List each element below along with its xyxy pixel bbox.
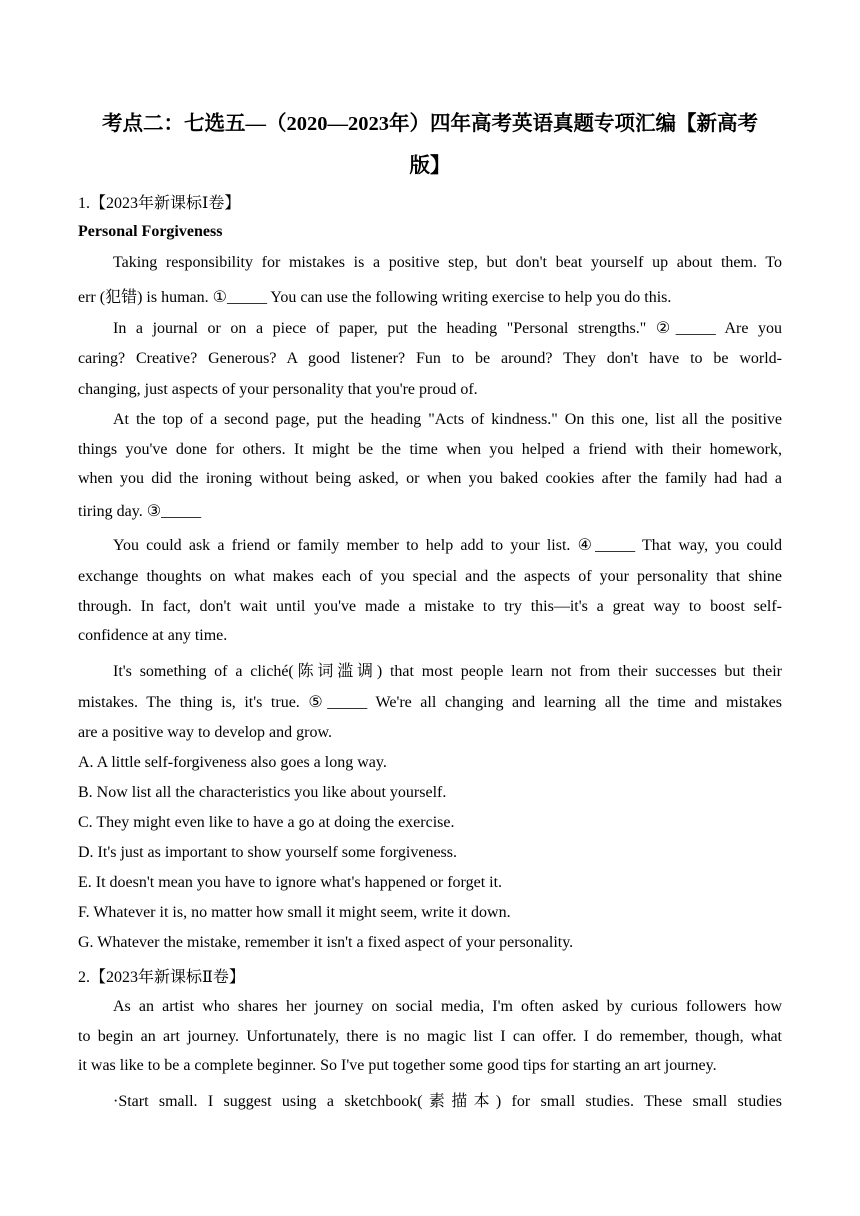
option-f: F. Whatever it is, no matter how small it might seem, write it down. xyxy=(78,904,511,921)
passage-1-line: caring? Creative? Generous? A good listener? Fun to be around? They don't have to be world- xyxy=(78,350,782,367)
passage-1-line: mistakes. The thing is, it's true. ⑤_____ We're all changing and learning all the time and mistakes xyxy=(78,694,782,711)
passage-2-line: As an artist who shares her journey on social media, I'm often asked by curious followers how xyxy=(113,998,782,1015)
passage-1-line: At the top of a second page, put the heading "Acts of kindness." On this one, list all the positive xyxy=(113,411,782,428)
passage-2-line: it was like to be a complete beginner. So I've put together some good tips for starting an art journey. xyxy=(78,1057,717,1074)
option-c: C. They might even like to have a go at doing the exercise. xyxy=(78,814,455,831)
passage-1-line: Taking responsibility for mistakes is a positive step, but don't beat yourself up about them. To xyxy=(113,254,782,271)
passage-1-line: changing, just aspects of your personality that you're proud of. xyxy=(78,381,478,398)
passage-2-line: to begin an art journey. Unfortunately, there is no magic list I can offer. I do remember, though, what xyxy=(78,1028,782,1045)
question-1-heading: 1.【2023年新课标Ⅰ卷】 xyxy=(78,195,241,212)
passage-2-line: ·Start small. I suggest using a sketchbook(素描本) for small studies. These small studies xyxy=(113,1093,782,1110)
title-line-1: 考点二：七选五—（2020—2023年）四年高考英语真题专项汇编【新高考 xyxy=(102,113,758,135)
passage-1-line: things you've done for others. It might be the time when you helped a friend with their homework, xyxy=(78,441,782,458)
option-g: G. Whatever the mistake, remember it isn't a fixed aspect of your personality. xyxy=(78,934,574,951)
option-b: B. Now list all the characteristics you like about yourself. xyxy=(78,784,447,801)
option-e: E. It doesn't mean you have to ignore what's happened or forget it. xyxy=(78,874,503,891)
passage-1-line: err (犯错) is human. ①_____ You can use the following writing exercise to help you do this. xyxy=(78,289,672,306)
title-line-2: 版】 xyxy=(409,155,451,177)
passage-1-line: through. In fact, don't wait until you've made a mistake to try this—it's a great way to boost self- xyxy=(78,598,782,615)
passage-1-line: confidence at any time. xyxy=(78,627,228,644)
option-a: A. A little self-forgiveness also goes a long way. xyxy=(78,754,387,771)
document-title xyxy=(78,103,782,187)
passage-1-line: are a positive way to develop and grow. xyxy=(78,724,332,741)
passage-1-title: Personal Forgiveness xyxy=(78,223,223,240)
passage-1-line: It's something of a cliché(陈词滥调) that most people learn not from their successes but their xyxy=(113,663,782,680)
option-d: D. It's just as important to show yourself some forgiveness. xyxy=(78,844,457,861)
question-2-heading: 2.【2023年新课标Ⅱ卷】 xyxy=(78,969,245,986)
passage-1-line: In a journal or on a piece of paper, put the heading "Personal strengths." ②_____ Are you xyxy=(113,320,782,337)
passage-1-line: tiring day. ③_____ xyxy=(78,503,202,520)
passage-1-line: when you did the ironing without being asked, or when you baked cookies after the family had had a xyxy=(78,470,782,487)
passage-1-line: exchange thoughts on what makes each of you special and the aspects of your personality that shine xyxy=(78,568,782,585)
passage-1-line: You could ask a friend or family member to help add to your list. ④_____ That way, you could xyxy=(113,537,782,554)
